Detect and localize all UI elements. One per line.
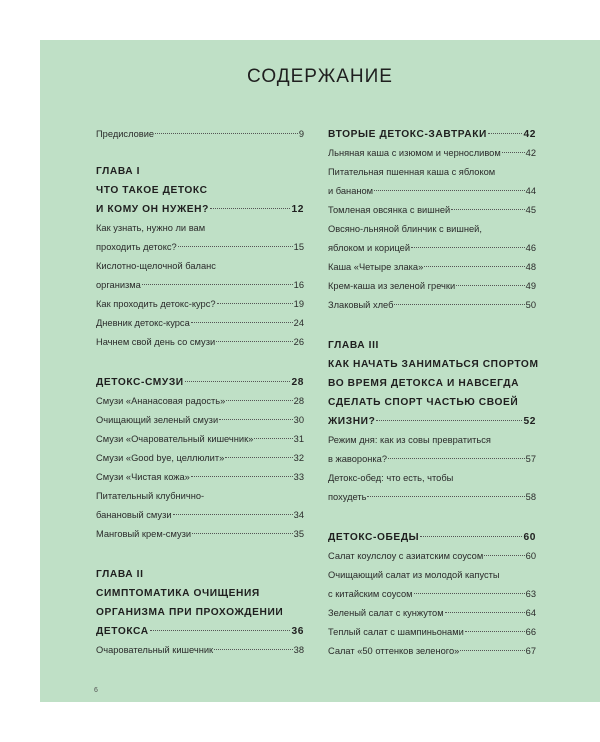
chapter-title: СДЕЛАТЬ СПОРТ ЧАСТЬЮ СВОЕЙ [328, 397, 519, 408]
toc-entry-line: Режим дня: как из совы превратиться [328, 435, 491, 445]
toc-entry[interactable]: Смузи «Очаровательный кишечник» 31 [96, 434, 304, 444]
page-title: СОДЕРЖАНИЕ [247, 66, 393, 87]
section-heading[interactable]: ДЕТОКС-ОБЕДЫ 60 [328, 532, 536, 543]
toc-entry[interactable]: Очаровательный кишечник 38 [96, 645, 304, 655]
toc-entry[interactable]: Зеленый салат с кунжутом 64 [328, 608, 536, 618]
toc-entry-line: Кислотно-щелочной баланс [96, 261, 216, 271]
toc-entry[interactable]: организма 16 [96, 280, 304, 290]
chapter-title: ОРГАНИЗМА ПРИ ПРОХОЖДЕНИИ [96, 607, 284, 618]
toc-page [40, 40, 600, 702]
toc-entry[interactable]: банановый смузи 34 [96, 510, 304, 520]
chapter-title-entry[interactable]: ДЕТОКСА 36 [96, 626, 304, 637]
toc-entry[interactable]: Теплый салат с шампиньонами 66 [328, 627, 536, 637]
toc-entry[interactable]: Дневник детокс-курса 24 [96, 318, 304, 328]
toc-entry[interactable]: Очищающий зеленый смузи 30 [96, 415, 304, 425]
toc-entry[interactable]: Льняная каша с изюмом и черносливом 42 [328, 148, 536, 158]
chapter-title-entry[interactable]: И КОМУ ОН НУЖЕН? 12 [96, 204, 304, 215]
chapter-title-entry[interactable]: ЖИЗНИ? 52 [328, 416, 536, 427]
toc-entry-line: Как узнать, нужно ли вам [96, 223, 206, 233]
chapter-title: СИМПТОМАТИКА ОЧИЩЕНИЯ [96, 588, 260, 599]
page-number: 6 [94, 687, 98, 694]
toc-right-column [328, 125, 539, 661]
toc-entry[interactable]: проходить детокс? 15 [96, 242, 304, 252]
toc-entry[interactable]: Салат «50 оттенков зеленого» 67 [328, 646, 536, 656]
toc-entry[interactable]: Как проходить детокс-курс? 19 [96, 299, 304, 309]
toc-entry[interactable]: Начнем свой день со смузи 26 [96, 337, 304, 347]
toc-entry-line: Питательная пшенная каша с яблоком [328, 167, 496, 177]
toc-entry[interactable]: Салат коулслоу с азиатским соусом 60 [328, 551, 536, 561]
toc-entry[interactable]: Смузи «Чистая кожа» 33 [96, 472, 304, 482]
toc-entry[interactable]: похудеть 58 [328, 492, 536, 502]
chapter-label: ГЛАВА I [96, 166, 141, 177]
section-heading[interactable]: ВТОРЫЕ ДЕТОКС-ЗАВТРАКИ 42 [328, 129, 536, 140]
chapter-title: ВО ВРЕМЯ ДЕТОКСА И НАВСЕГДА [328, 378, 520, 389]
toc-entry[interactable]: Крем-каша из зеленой гречки 49 [328, 281, 536, 291]
toc-entry[interactable]: Томленая овсянка с вишней 45 [328, 205, 536, 215]
toc-left-column [96, 125, 304, 660]
toc-entry[interactable]: Предисловие 9 [96, 129, 304, 139]
toc-entry[interactable]: в жаворонка? 57 [328, 454, 536, 464]
toc-entry[interactable]: Злаковый хлеб 50 [328, 300, 536, 310]
toc-entry[interactable]: Смузи «Ананасовая радость» 28 [96, 396, 304, 406]
dot-leader [155, 133, 298, 134]
toc-entry-line: Овсяно-льняной блинчик с вишней, [328, 224, 482, 234]
toc-entry[interactable]: яблоком и корицей 46 [328, 243, 536, 253]
chapter-title: КАК НАЧАТЬ ЗАНИМАТЬСЯ СПОРТОМ [328, 359, 539, 370]
toc-entry[interactable]: Смузи «Good bye, целлюлит» 32 [96, 453, 304, 463]
toc-entry[interactable]: Манговый крем-смузи 35 [96, 529, 304, 539]
toc-entry[interactable]: и бананом 44 [328, 186, 536, 196]
chapter-title: ЧТО ТАКОЕ ДЕТОКС [96, 185, 208, 196]
chapter-label: ГЛАВА III [328, 340, 379, 351]
toc-entry-line: Детокс-обед: что есть, чтобы [328, 473, 454, 483]
toc-entry[interactable]: с китайским соусом 63 [328, 589, 536, 599]
chapter-label: ГЛАВА II [96, 569, 144, 580]
toc-entry[interactable]: Каша «Четыре злака» 48 [328, 262, 536, 272]
section-heading[interactable]: ДЕТОКС-СМУЗИ 28 [96, 377, 304, 388]
toc-entry-line: Очищающий салат из молодой капусты [328, 570, 500, 580]
toc-entry-line: Питательный клубнично- [96, 491, 205, 501]
